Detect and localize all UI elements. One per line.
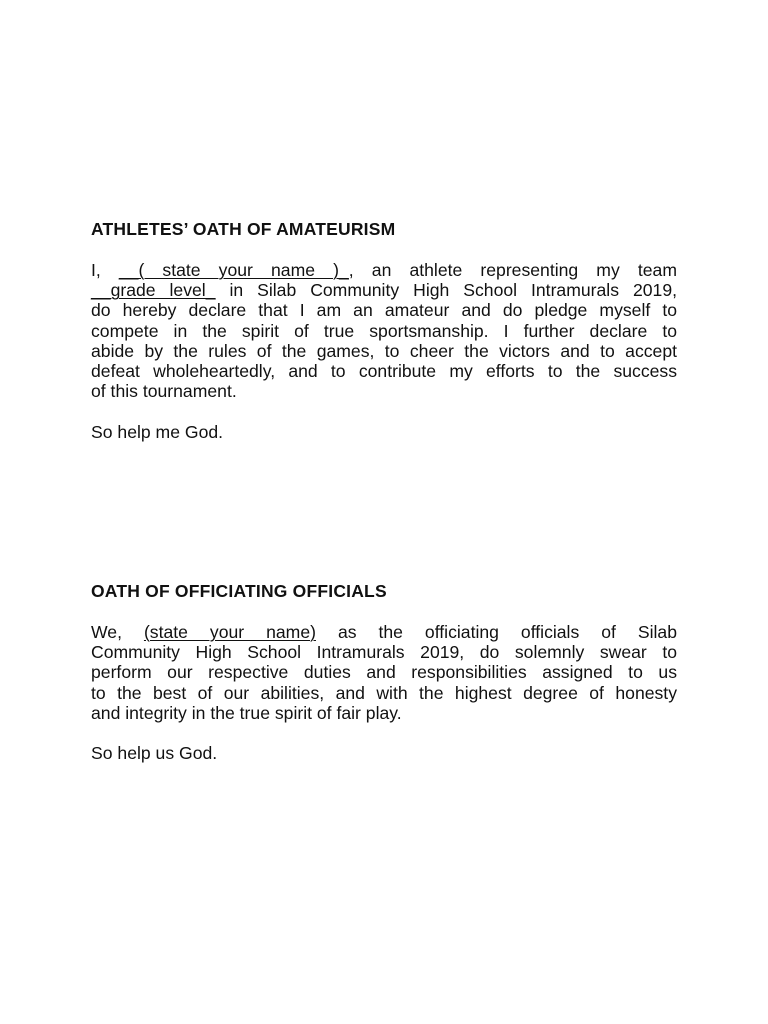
officials-oath-line-1 <box>91 622 677 642</box>
officials-oath-line-1-suffix: as the officiating officials of Silab <box>315 622 677 642</box>
officials-oath-paragraph <box>91 622 677 723</box>
officials-oath-closing: So help us God. <box>91 743 218 763</box>
athletes-oath-line-1-prefix: I, <box>91 260 119 280</box>
officials-oath-closing-wrap <box>91 743 677 763</box>
officials-oath-line-3: perform our respective duties and responsibilities assigned to us <box>91 662 677 683</box>
officials-name-blank: (state your name) <box>143 622 316 642</box>
officials-oath-heading: OATH OF OFFICIATING OFFICIALS <box>91 581 387 601</box>
athletes-oath-closing: So help me God. <box>91 422 224 442</box>
grade-level-blank: __grade level_ <box>91 280 216 301</box>
athletes-oath-line-1-suffix: , an athlete representing my team <box>348 260 677 280</box>
officials-oath-body <box>91 622 677 723</box>
officials-oath-line-2: Community High School Intramurals 2019, do solemnly swear to <box>91 642 677 663</box>
athletes-oath-paragraph <box>91 260 677 401</box>
athletes-oath-closing-wrap <box>91 422 677 442</box>
name-blank: __( state your name )_ <box>118 260 349 280</box>
athletes-oath-line-6: defeat wholeheartedly, and to contribute my efforts to the success <box>91 361 677 382</box>
athletes-oath-line-1 <box>91 260 677 280</box>
officials-oath-line-1-prefix: We, <box>91 622 144 642</box>
officials-oath-section <box>91 581 677 601</box>
athletes-oath-line-4: compete in the spirit of true sportsmanship. I further declare to <box>91 320 677 341</box>
athletes-oath-line-2 <box>91 280 677 300</box>
athletes-oath-line-5: abide by the rules of the games, to cheer the victors and to accept <box>91 340 677 361</box>
athletes-oath-heading: ATHLETES’ OATH OF AMATEURISM <box>91 219 396 239</box>
athletes-oath-body <box>91 260 677 401</box>
athletes-oath-line-7: of this tournament. <box>91 381 237 402</box>
officials-oath-line-5: and integrity in the true spirit of fair play. <box>91 702 402 723</box>
officials-oath-line-4: to the best of our abilities, and with the highest degree of honesty <box>91 682 677 703</box>
athletes-oath-line-3: do hereby declare that I am an amateur and do pledge myself to <box>91 300 677 321</box>
athletes-oath-section <box>91 219 677 239</box>
athletes-oath-line-2-suffix: in Silab Community High School Intramurals 2019, <box>215 280 677 301</box>
